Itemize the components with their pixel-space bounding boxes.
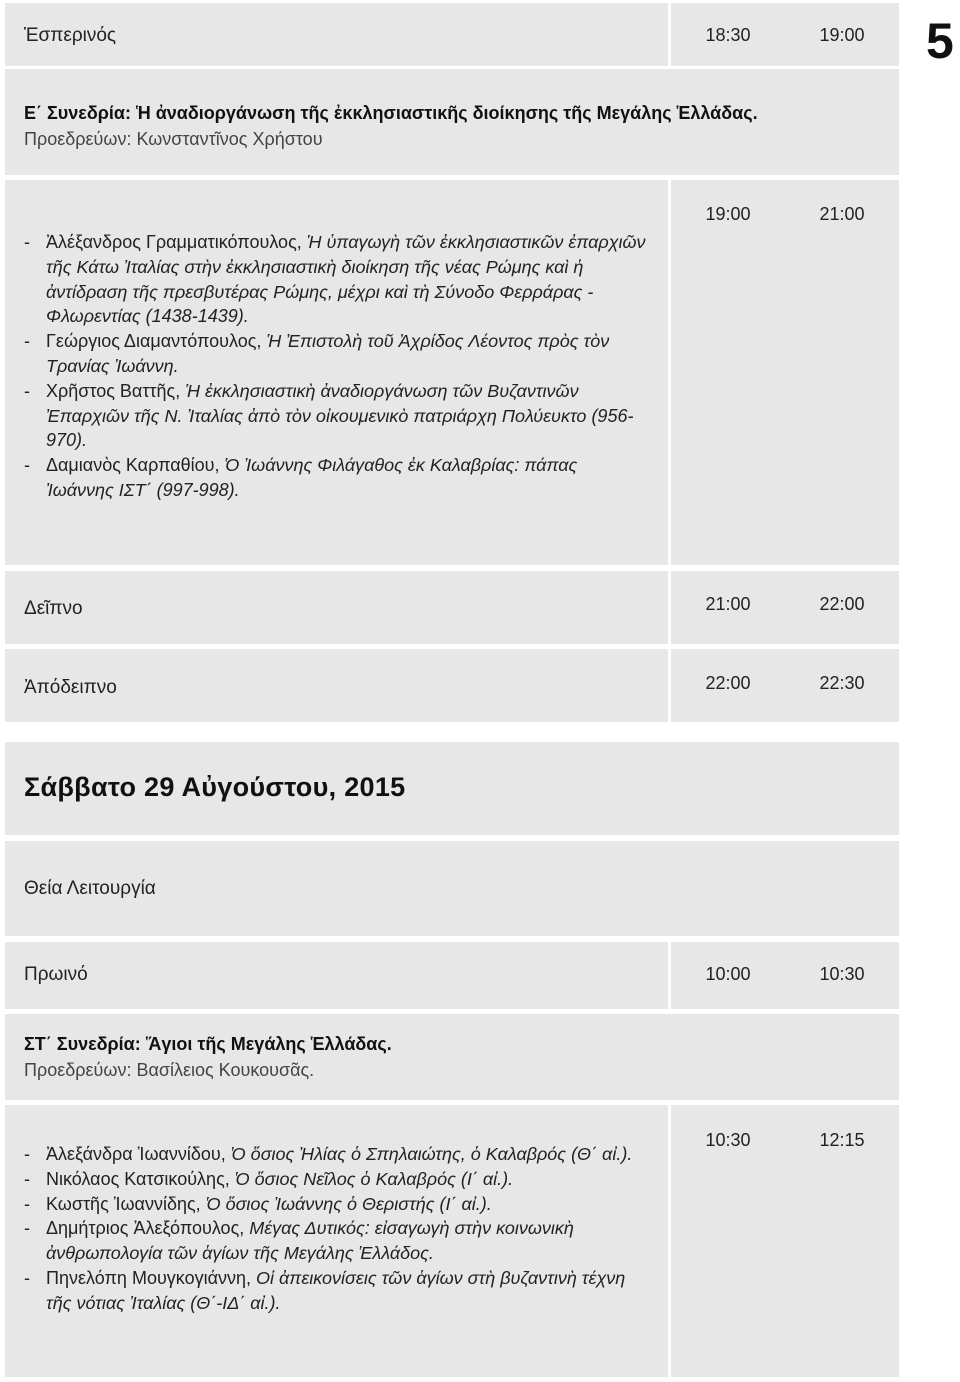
- event-label: Θεία Λειτουργία: [24, 878, 156, 899]
- session-title: Ε΄ Συνεδρία: Ἡ ἀναδιοργάνωση τῆς ἐκκλησιαστικῆς διοίκησης τῆς Μεγάλης Ἑλλάδας.: [24, 103, 758, 123]
- start-time: 21:00: [705, 594, 751, 614]
- page-number: 5: [926, 13, 954, 69]
- start-time: 18:30: [705, 25, 751, 45]
- session-title: ΣΤ΄ Συνεδρία: Ἅγιοι τῆς Μεγάλης Ἑλλάδας.: [24, 1034, 392, 1054]
- event-label: Ἀπόδειπνο: [24, 677, 117, 698]
- event-label: Δεῖπνο: [24, 598, 83, 619]
- start-time: 10:30: [705, 1130, 751, 1150]
- talk-author: Γεώργιος Διαμαντόπουλος,: [46, 331, 262, 352]
- talk-item: - Δημήτριος Ἀλεξόπουλος, Μέγας Δυτικός: εἰσαγωγὴ στὴν κοινωνικὴ ἀνθρωπολογία τῶν ἁγίων τῆς Μεγάλης Ἑλλάδος.: [24, 1218, 574, 1264]
- talk-item: - Κωστῆς Ἰωαννίδης, Ὁ ὅσιος Ἰωάννης ὁ Θεριστής (Ι΄ αἰ.).: [24, 1193, 492, 1214]
- time-range: [668, 1105, 899, 1377]
- talk-title: Ὁ ὅσιος Ἰωάννης ὁ Θεριστής (Ι΄ αἰ.).: [205, 1193, 492, 1214]
- talk-item: - Δαμιανὸς Καρπαθίου, Ὁ Ἰωάννης Φιλάγαθος ἐκ Καλαβρίας: πάπας Ἰωάννης ΙΣΤ΄ (997-998).: [24, 455, 578, 500]
- talk-author: Κωστῆς Ἰωαννίδης,: [46, 1193, 201, 1214]
- end-time: 10:30: [819, 964, 865, 984]
- talks-block-5: [5, 180, 899, 565]
- day-heading-row: [5, 742, 899, 835]
- talk-list: [5, 180, 668, 565]
- start-time: 19:00: [705, 204, 751, 224]
- event-label: Ἑσπερινός: [24, 25, 117, 46]
- schedule-row-morning: [5, 942, 899, 1009]
- end-time: 21:00: [819, 204, 865, 224]
- time-range: [668, 649, 899, 722]
- session-chair: Προεδρεύων: Κωνσταντῖνος Χρήστου: [24, 129, 323, 149]
- time-range: [668, 571, 899, 644]
- talk-author: Νικόλαος Κατσικούλης,: [46, 1168, 230, 1189]
- end-time: 22:30: [819, 673, 865, 693]
- talk-author: Χρῆστος Βαττῆς,: [46, 380, 181, 401]
- end-time: 22:00: [819, 594, 865, 614]
- talk-author: Ἀλέξανδρος Γραμματικόπουλος,: [46, 232, 302, 252]
- talk-title: Ἡ ἐκκλησιαστικὴ ἀναδιοργάνωση τῶν Βυζαντινῶν Ἐπαρχιῶν τῆς Ν. Ἰταλίας ἀπὸ τὸν οἰκουμενικὸ πατριάρχη Πολύευκτο (956-970).: [46, 380, 634, 451]
- talk-item: - Πηνελόπη Μουγκογιάννη, Οἱ ἀπεικονίσεις τῶν ἁγίων στὴ βυζαντινὴ τέχνη τῆς νότιας Ἰταλίας (Θ΄-ΙΔ΄ αἰ.).: [24, 1267, 626, 1313]
- end-time: 19:00: [819, 25, 865, 45]
- talk-item: - Γεώργιος Διαμαντόπουλος, Ἡ Ἐπιστολὴ τοῦ Ἀχρίδος Λέοντος πρὸς τὸν Τρανίας Ἰωάννη.: [24, 331, 610, 376]
- schedule-row-dinner: [5, 571, 899, 644]
- talk-title: Ἡ ὑπαγωγὴ τῶν ἐκκλησιαστικῶν ἐπαρχιῶν τῆς Κάτω Ἰταλίας στὴν ἐκκλησιαστικὴ διοίκηση τῆς νέας Ρώμης καὶ ἡ ἀντίδραση τῆς πρεσβυτέρας Ρώμης, μέχρι καὶ τὴ Σύνοδο Φερράρας - Φλωρεντίας (1438-1439).: [46, 232, 646, 327]
- session-header-5: [5, 69, 899, 175]
- start-time: 10:00: [705, 964, 751, 984]
- schedule-row-evening: [5, 3, 899, 66]
- talk-author: Πηνελόπη Μουγκογιάννη,: [46, 1267, 252, 1288]
- talk-title: Ὁ Ἰωάννης Φιλάγαθος ἐκ Καλαβρίας: πάπας Ἰωάννης ΙΣΤ΄ (997-998).: [46, 455, 578, 500]
- time-range: [668, 3, 899, 66]
- schedule-row-liturgy: [5, 841, 899, 936]
- session-chair: Προεδρεύων: Βασίλειος Κουκουσᾶς.: [24, 1060, 315, 1080]
- talk-title: Ἡ Ἐπιστολὴ τοῦ Ἀχρίδος Λέοντος πρὸς τὸν Τρανίας Ἰωάννη.: [46, 331, 610, 376]
- session-header-6: [5, 1014, 899, 1100]
- start-time: 22:00: [705, 673, 751, 693]
- talk-author: Δημήτριος Ἀλεξόπουλος,: [46, 1218, 245, 1239]
- day-heading: Σάββατο 29 Αὐγούστου, 2015: [24, 772, 406, 802]
- talk-item: - Χρῆστος Βαττῆς, Ἡ ἐκκλησιαστικὴ ἀναδιοργάνωση τῶν Βυζαντινῶν Ἐπαρχιῶν τῆς Ν. Ἰταλίας ἀπὸ τὸν οἰκουμενικὸ πατριάρχη Πολύευκτο (956-970).: [24, 380, 634, 451]
- schedule-row-after-dinner: [5, 649, 899, 722]
- talk-author: Δαμιανὸς Καρπαθίου,: [46, 455, 220, 476]
- talk-item: - Νικόλαος Κατσικούλης, Ὁ ὅσιος Νεῖλος ὁ Καλαβρός (Ι΄ αἰ.).: [24, 1168, 514, 1189]
- talk-title: Ὁ ὅσιος Ἠλίας ὁ Σπηλαιώτης, ὁ Καλαβρός (Θ΄ αἰ.).: [230, 1144, 633, 1164]
- talks-block-6: [5, 1105, 899, 1377]
- talk-author: Ἀλεξάνδρα Ἰωαννίδου,: [46, 1144, 226, 1164]
- time-range: [668, 942, 899, 1009]
- talk-title: Μέγας Δυτικός: εἰσαγωγὴ στὴν κοινωνικὴ ἀνθρωπολογία τῶν ἁγίων τῆς Μεγάλης Ἑλλάδος.: [46, 1218, 574, 1264]
- talk-list: [5, 1105, 668, 1377]
- event-label: Πρωινό: [24, 964, 88, 985]
- talk-title: Οἱ ἀπεικονίσεις τῶν ἁγίων στὴ βυζαντινὴ τέχνη τῆς νότιας Ἰταλίας (Θ΄-ΙΔ΄ αἰ.).: [46, 1267, 626, 1313]
- time-range: [668, 180, 899, 565]
- talk-item: - Ἀλέξανδρος Γραμματικόπουλος, Ἡ ὑπαγωγὴ τῶν ἐκκλησιαστικῶν ἐπαρχιῶν τῆς Κάτω Ἰταλίας στὴν ἐκκλησιαστικὴ διοίκηση τῆς νέας Ρώμης καὶ ἡ ἀντίδραση τῆς πρεσβυτέρας Ρώμης, μέχρι καὶ τὴ Σύνοδο Φερράρας - Φλωρεντίας (1438-1439).: [24, 232, 646, 327]
- talk-item: - Ἀλεξάνδρα Ἰωαννίδου, Ὁ ὅσιος Ἠλίας ὁ Σπηλαιώτης, ὁ Καλαβρός (Θ΄ αἰ.).: [24, 1144, 633, 1164]
- talk-title: Ὁ ὅσιος Νεῖλος ὁ Καλαβρός (Ι΄ αἰ.).: [234, 1168, 514, 1189]
- end-time: 12:15: [819, 1130, 865, 1150]
